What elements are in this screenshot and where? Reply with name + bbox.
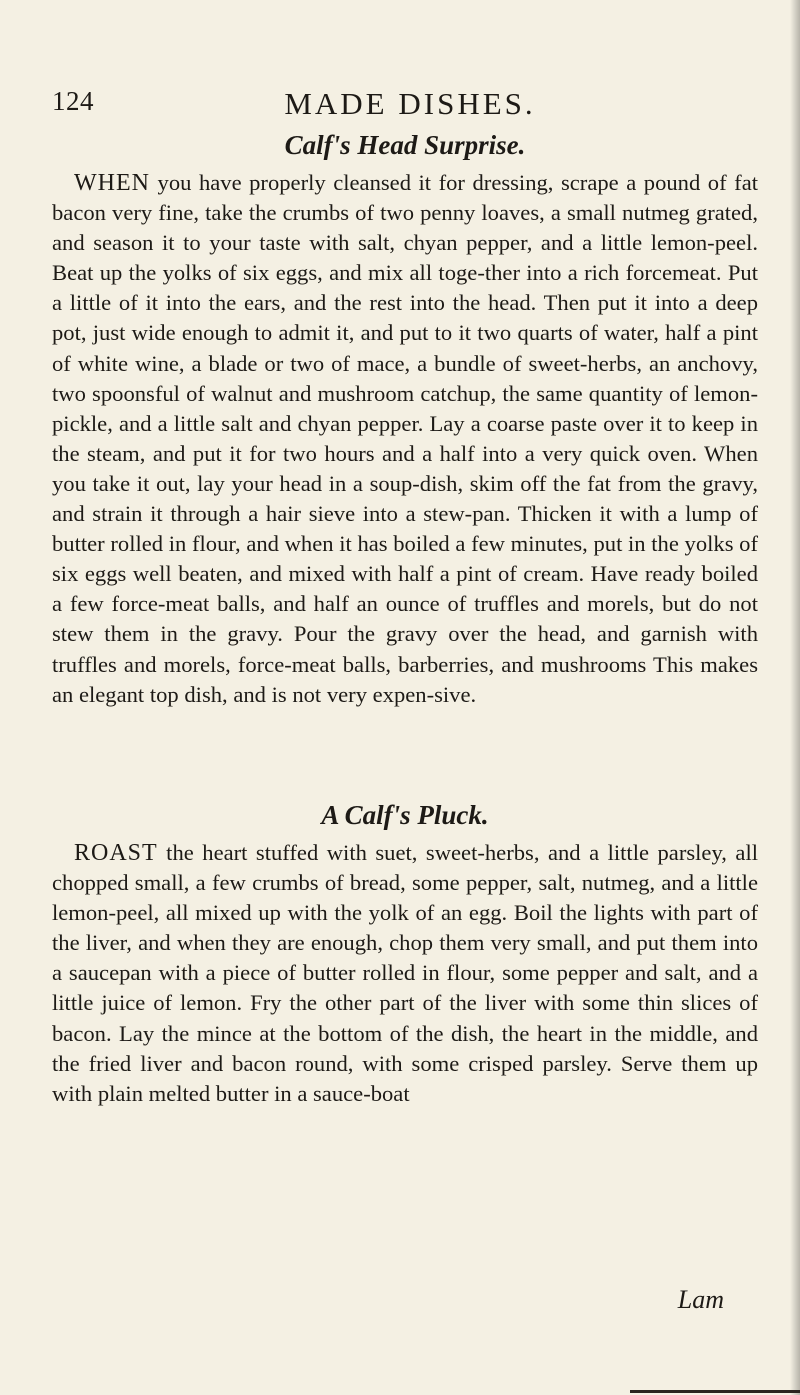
running-head bbox=[52, 86, 758, 122]
recipe-text: you have properly cleansed it for dressing, scrape a pound of fat bacon very fine, take the crumbs of two penny loaves, a small nutmeg grated, and season it to your taste with salt, chyan pepper, and a little lemon-peel. Beat up the yolks of six eggs, and mix all toge-ther into a rich forcemeat. Put a little of it into the ears, and the rest into the head. Then put it into a deep pot, just wide enough to admit it, and put to it two quarts of water, half a pint of white wine, a blade or two of mace, a bundle of sweet-herbs, an anchovy, two spoonsful of walnut and mushroom catchup, the same quantity of lemon-pickle, and a little salt and chyan pepper. Lay a coarse paste over it to keep in the steam, and put it for two hours and a half into a very quick oven. When you take it out, lay your head in a soup-dish, skim off the fat from the gravy, and strain it through a hair sieve into a stew-pan. Thicken it with a lump of butter rolled in flour, and when it has boiled a few minutes, put in the yolks of six eggs well beaten, and mixed with half a pint of cream. Have ready boiled a few force-meat balls, and half an ounce of truffles and morels, but do not stew them in the gravy. Pour the gravy over the head, and garnish with truffles and morels, force-meat balls, barberries, and mushrooms This makes an elegant top dish, and is not very expen-sive. bbox=[52, 170, 758, 707]
recipe-title-calfs-head-surprise: Calf's Head Surprise. bbox=[284, 130, 526, 160]
running-title: MADE DISHES. bbox=[284, 86, 536, 121]
recipe-lead-word: ROAST bbox=[74, 840, 158, 866]
recipe-body-calfs-pluck bbox=[52, 838, 758, 1109]
recipe-lead-word: WHEN bbox=[74, 170, 150, 196]
page-edge-shadow bbox=[790, 0, 800, 1395]
recipe-body-calfs-head-surprise bbox=[52, 168, 758, 710]
page-number: 124 bbox=[52, 86, 94, 116]
catchword: Lam bbox=[677, 1285, 724, 1314]
recipe-title-calfs-pluck: A Calf's Pluck. bbox=[321, 800, 489, 830]
page-bottom-rule bbox=[630, 1390, 800, 1393]
recipe-text: the heart stuffed with suet, sweet-herbs, and a little parsley, all chopped small, a few crumbs of bread, some pepper, salt, nutmeg, and a little lemon-peel, all mixed up with the yolk of an egg. Boil the lights with part of the liver, and when they are enough, chop them very small, and put them into a saucepan with a piece of butter rolled in flour, some pepper and salt, and a little juice of lemon. Fry the other part of the liver with some thin slices of bacon. Lay the mince at the bottom of the dish, the heart in the middle, and the fried liver and bacon round, with some crisped parsley. Serve them up with plain melted butter in a sauce-boat bbox=[52, 840, 758, 1106]
